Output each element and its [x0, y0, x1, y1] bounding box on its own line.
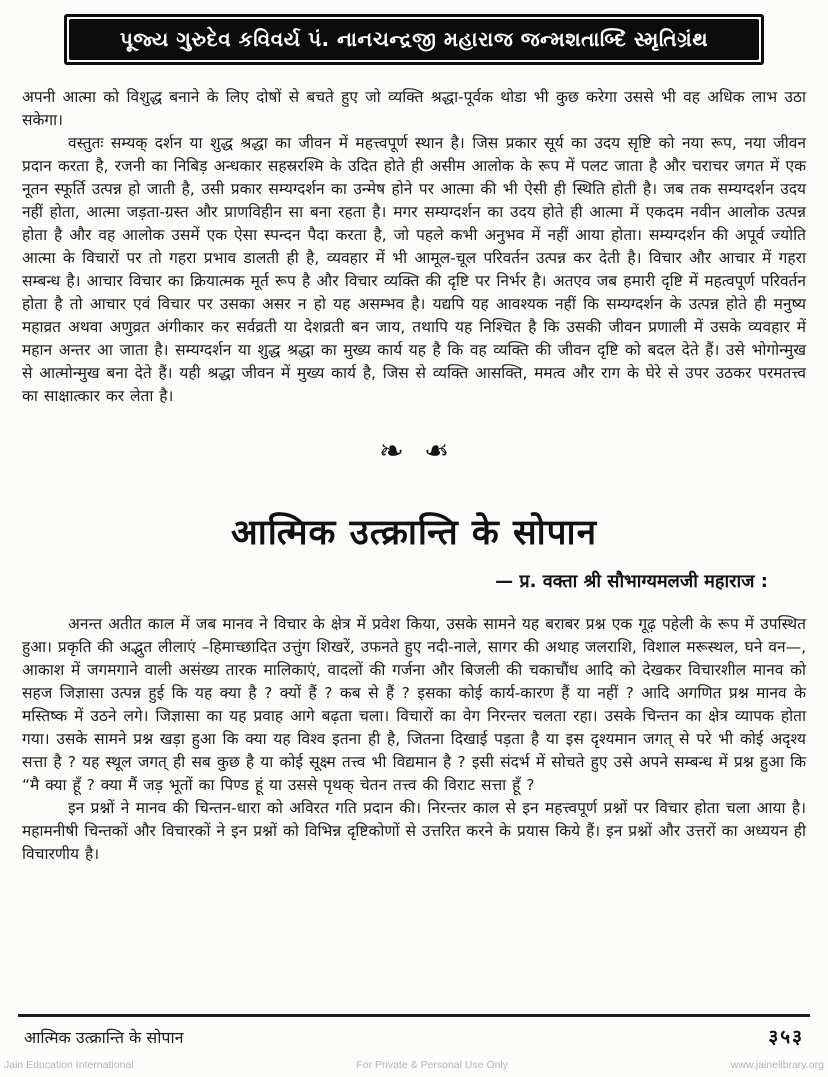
body-paragraph-1: अनन्त अतीत काल में जब मानव ने विचार के क्षेत्र में प्रवेश किया, उसके सामने यह बराबर प्रश्न एक गूढ़ पहेली के रूप में उपस्थित हुआ। प्रकृति की अद्भुत लीलाएं –हिमाच्छादित उत्तुंग शिखरें, उफनते हुए नदी-नाले, सागर की अथाह जलराशि, विशाल मरूस्थल, घने वन—, आकाश में जगमगाने वाली असंख्य तारक मालिकाएं, वादलों की गर्जना और बिजली की चकाचौंध आदि को देखकर विचारशील मानव को सहज जिज्ञासा उत्पन्न हुई कि यह क्या है ? क्यों हैं ? कब से हैं ? इसका कोई कार्य-कारण हैं या नहीं ? आदि अगणित प्रश्न मानव के मस्तिष्क में उठने लगे। जिज्ञासा का यह प्रवाह आगे बढ़ता चला। विचारों का वेग निरन्तर चलता रहा। उसके चिन्तन का क्षेत्र व्यापक होता गया। उसके सामने प्रश्न खड़ा हुआ कि क्या यह विश्व इतना ही है, जितना दिखाई पड़ता है या इस दृश्यमान जगत् से परे भी कोई अदृश्य सत्ता है ? यह स्थूल जगत् ही सब कुछ है या कोई सूक्ष्म तत्त्व भी विद्यमान है ? इसी संदर्भ में सोचते हुए उसे अपने सम्बन्ध में प्रश्न हुआ कि “मै क्या हूँ ? क्या मैं जड़ भूतों का पिण्ड हूं या उससे पृथक् चेतन तत्त्व की विराट सत्ता हूँ ?: [22, 615, 806, 794]
page-footer: [0, 1014, 828, 1077]
section-divider: [22, 416, 806, 488]
fleuron-icon: ❧: [424, 434, 450, 469]
intro-paragraph-2: वस्तुतः सम्यक् दर्शन या शुद्ध श्रद्धा का जीवन में महत्त्वपूर्ण स्थान है। जिस प्रकार सूर्य का उदय सृष्टि को नया रूप, नया जीवन प्रदान करता है, रजनी का निबिड़ अन्धकार सहस्ररश्मि के उदित होते ही असीम आलोक के रूप में पलट जाता है और चराचर जगत में एक नूतन स्फूर्ति उत्पन्न हो जाती है, उसी प्रकार सम्यग्दर्शन का उन्मेष होने पर आत्मा की भी ऐसी ही स्थिति होती है। जब तक सम्यग्दर्शन उदय नहीं होता, आत्मा जड़ता-ग्रस्त और प्राणविहीन सा बना रहता है। मगर सम्यग्दर्शन का उदय होते ही आत्मा में एकदम नवीन आलोक उत्पन्न होता है और वह आलोक उसमें एक ऐसा स्पन्दन पैदा करता है, जो पहले कभी अनुभव में नहीं आया होता। सम्यग्दर्शन की अपूर्व ज्योति आत्मा के विचारों पर तो गहरा प्रभाव डालती ही है, व्यवहार में भी आमूल-चूल परिवर्तन उत्पन्न कर देती है। विचार और आचार में गहरा सम्बन्ध है। आचार विचार का क्रियात्मक मूर्त रूप है और विचार व्यक्ति की दृष्टि पर निर्भर है। अतएव जब हमारी दृष्टि में महत्वपूर्ण परिवर्तन होता है तो आचार एवं विचार पर उसका असर न हो यह असम्भव है। यद्यपि यह आवश्यक नहीं कि सम्यग्दर्शन के उत्पन्न होते ही मनुष्य महाव्रत अथवा अणुव्रत अंगीकार कर सर्वव्रती या देशव्रती बन जाय, तथापि यह निश्चित है कि उसकी जीवन प्रणाली में उसके व्यवहार में महान अन्तर आ जाता है। सम्यग्दर्शन या शुद्ध श्रद्धा का मुख्य कार्य यह है कि वह व्यक्ति की जीवन दृष्टि को बदल देते हैं। उसे भोगोन्मुख से आत्मोन्मुख बना देते हैं। यही श्रद्धा जीवन में मुख्य कार्य है, जिस से व्यक्ति आसक्ति, ममत्व और राग के घेरे से उपर उठकर परमतत्त्व का साक्षात्कार कर लेता है।: [22, 134, 806, 405]
header-banner: [64, 14, 764, 65]
credit-left: Jain Education International: [4, 1059, 134, 1071]
credit-center: For Private & Personal Use Only: [356, 1059, 509, 1071]
credit-right: www.jainelibrary.org: [730, 1059, 824, 1071]
fleuron-icon: ❧: [378, 434, 404, 469]
footer-row: [0, 1017, 828, 1049]
credits-row: [0, 1049, 828, 1071]
article-byline: — प्र. वक्ता श्री सौभाग्यमलजी महाराज :: [495, 571, 768, 592]
running-title: आत्मिक उत्क्रान्ति के सोपान: [24, 1028, 184, 1047]
intro-paragraph-1: अपनी आत्मा को विशुद्ध बनाने के लिए दोषों से बचते हुए जो व्यक्ति श्रद्धा-पूर्वक थोडा भी कुछ करेगा उससे भी वह अधिक लाभ उठा सकेगा।: [22, 88, 806, 129]
article-body: [0, 86, 828, 866]
body-paragraph-2: इन प्रश्नों ने मानव की चिन्तन-धारा को अविरत गति प्रदान की। निरन्तर काल से इन महत्त्वपूर्ण प्रश्नों पर विचार होता चला आया है। महामनीषी चिन्तकों और विचारकों ने इन प्रश्नों को विभिन्न दृष्टिकोणों से उत्तरित करने के प्रयास किये हैं। इन प्रश्नों और उत्तरों का अध्ययन ही विचारणीय है।: [22, 799, 806, 863]
page-number: ३५३: [768, 1026, 804, 1048]
header-banner-text: પૂજ્ય ગુરુદેવ કવિવર્ય પં. નાનચન્દ્રજી મહારાજ જન્મશતાબ્દિ સ્મૃતિગ્રંથ: [69, 19, 759, 60]
article-title: आत्मिक उत्क्रान्ति के सोपान: [230, 513, 598, 553]
